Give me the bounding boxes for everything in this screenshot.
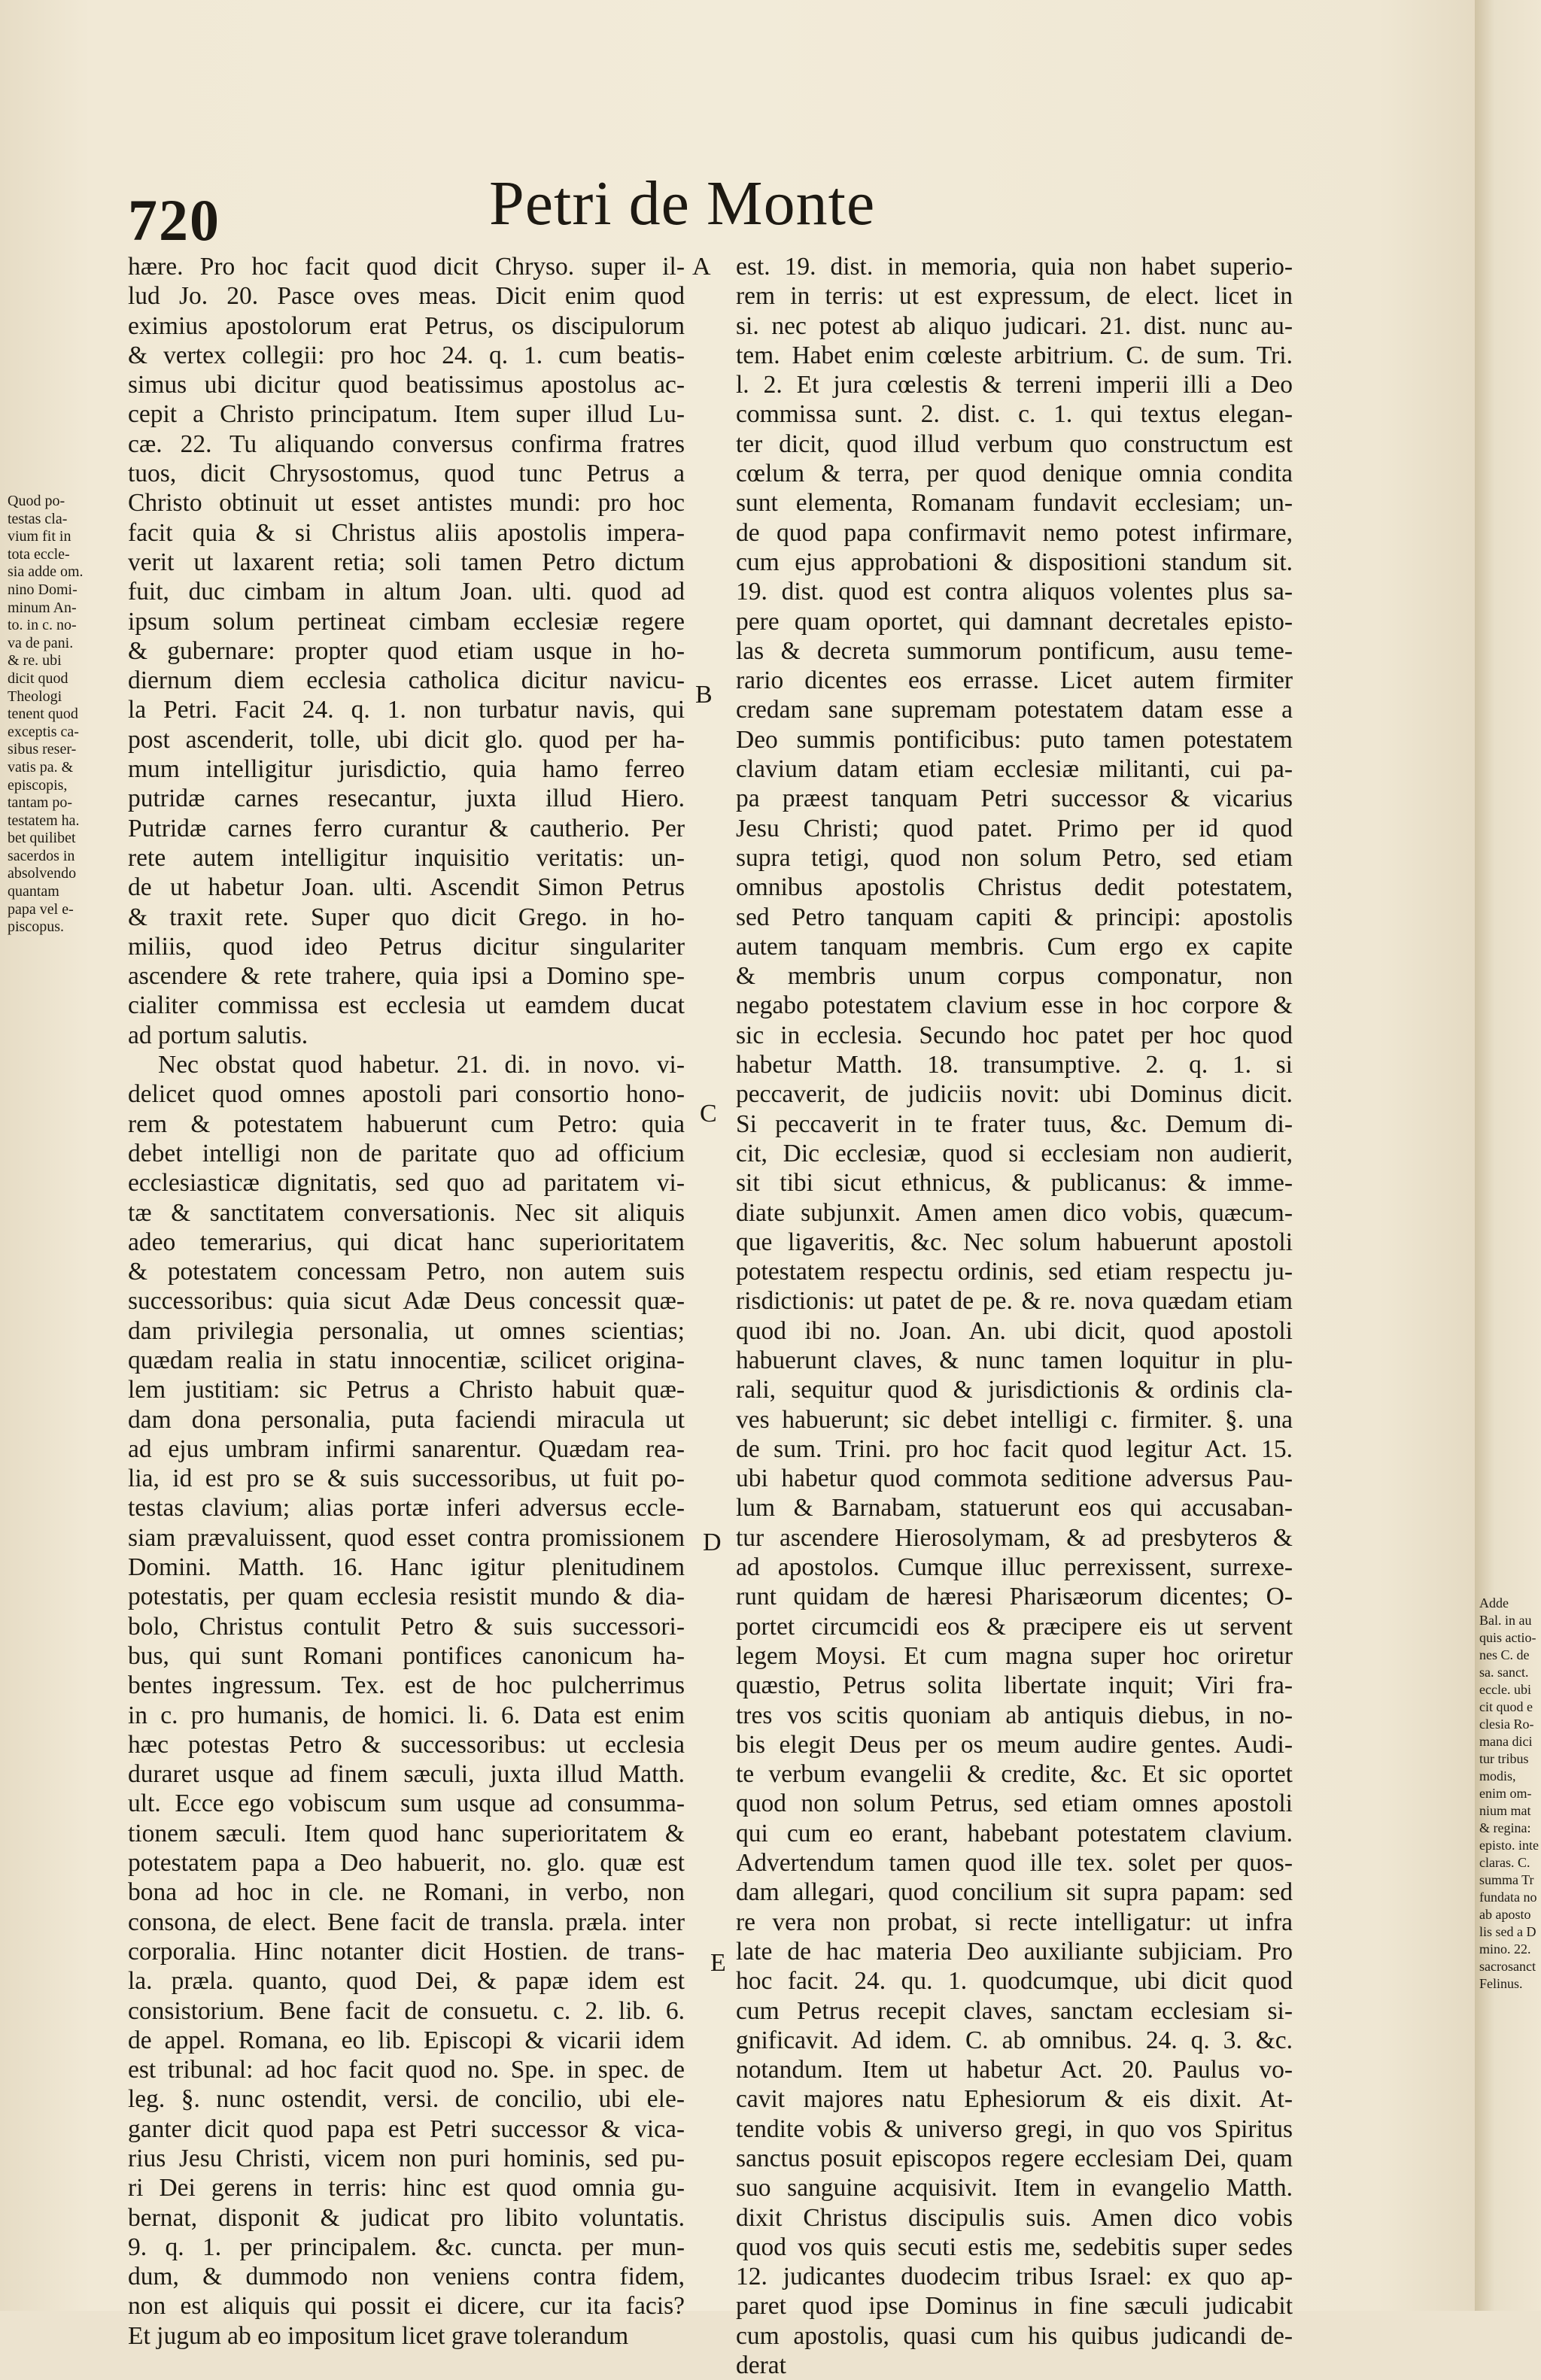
left-text-column [128, 252, 685, 2351]
margin-note-line: Theologi [8, 688, 62, 705]
text-line: rali, sequitur quod & jurisdictionis & ordinis cla- [736, 1376, 1293, 1404]
text-line: de appel. Romana, eo lib. Episcopi & vicarii idem [128, 2026, 685, 2054]
text-line: la Petri. Facit 24. q. 1. non turbatur navis, qui [128, 696, 685, 724]
margin-note-line: testatem ha. [8, 812, 80, 829]
text-line: l. 2. Et jura cœlestis & terreni imperii illi a Deo [736, 371, 1293, 399]
text-line: corporalia. Hinc notanter dicit Hostien. de trans- [128, 1937, 685, 1966]
text-line: rius Jesu Christi, vicem non puri hominis, sed pu- [128, 2145, 685, 2172]
text-line: quæstio, Petrus solita libertate inquit; Viri fra- [736, 1671, 1293, 1700]
text-line: leg. §. nunc ostendit, versi. de concilio, ubi ele- [128, 2085, 685, 2114]
running-head: Petri de Monte [489, 168, 876, 238]
text-line: si. nec potest ab aliquo judicari. 21. dist. nunc au- [736, 311, 1293, 340]
margin-note-line: to. in c. no- [8, 617, 77, 634]
margin-note-line: dicit quod [8, 669, 68, 687]
margin-note-line: enim om- [1479, 1786, 1532, 1801]
text-line: cum ejus approbationi & dispositioni standum sit. [736, 548, 1293, 576]
text-line: hæc potestas Petro & successoribus: ut ecclesia [128, 1730, 685, 1759]
margin-note-line: ab aposto [1479, 1907, 1531, 1922]
margin-note-line: nium mat [1479, 1803, 1531, 1818]
text-line: eximius apostolorum erat Petrus, os discipulorum [128, 311, 685, 340]
text-line: la. præla. quanto, quod Dei, & papæ idem est [128, 1967, 685, 1996]
margin-note-line: & regina: [1479, 1820, 1531, 1835]
text-line: non est aliquis qui possit ei dicere, cur ita facis? [128, 2292, 685, 2321]
text-line: tur ascendere Hierosolymam, & ad presbyteros & [736, 1523, 1293, 1552]
text-line: rem in terris: ut est expressum, de elect. licet in [736, 282, 1293, 311]
margin-note-line: vatis pa. & [8, 758, 74, 776]
margin-note-line: piscopus. [8, 918, 64, 936]
text-line: lud Jo. 20. Pasce oves meas. Dicit enim quod [128, 282, 685, 311]
margin-note-line: claras. C. [1479, 1855, 1530, 1870]
text-line: ascendere & rete trahere, quia ipsi a Domino spe- [128, 962, 685, 991]
margin-note-line: quantam [8, 883, 59, 900]
text-line: & gubernare: propter quod etiam usque in ho- [128, 636, 685, 665]
margin-note-line: quis actio- [1479, 1630, 1536, 1645]
text-line: rario dicentes eos errasse. Licet autem firmiter [736, 666, 1293, 695]
text-line: autem tanquam membris. Cum ergo ex capite [736, 932, 1293, 961]
margin-note-line: tantam po- [8, 794, 73, 812]
margin-note-line: Adde [1479, 1595, 1509, 1610]
text-line: derat [736, 2351, 786, 2380]
margin-note-line: minum An- [8, 599, 77, 616]
text-line: notandum. Item ut habetur Act. 20. Paulus vo- [736, 2056, 1293, 2084]
text-line: sic in ecclesia. Secundo hoc patet per hoc quod [736, 1021, 1293, 1049]
text-line: credam sane supremam potestatem datam esse a [736, 696, 1293, 724]
text-line: bis elegit Deus per os meum audire gentes. Audi- [736, 1730, 1293, 1759]
text-line: re vera non probat, si recte intelligatur: ut infra [736, 1908, 1293, 1936]
text-line: cavit majores natu Ephesiorum & eis dixit. At- [736, 2085, 1293, 2114]
text-line: Domini. Matth. 16. Hanc igitur plenitudinem [128, 1553, 685, 1582]
margin-note-line: tota eccle- [8, 545, 70, 563]
text-line: Putridæ carnes ferro curantur & cautherio. Per [128, 814, 685, 842]
margin-note-line: eccle. ubi [1479, 1682, 1531, 1697]
text-line: paret quod ipse Dominus in fine sæculi judicabit [736, 2292, 1293, 2321]
margin-note-line: bet quilibet [8, 830, 76, 847]
margin-note-line: sibus reser- [8, 741, 77, 758]
text-line: lem justitiam: sic Petrus a Christo habuit quæ- [128, 1376, 685, 1404]
text-line: debet intelligi non de paritate quo ad officium [128, 1139, 685, 1167]
margin-note-line: sa. sanct. [1479, 1665, 1529, 1680]
text-line: de quod papa confirmavit nemo potest infirmare, [736, 518, 1293, 547]
text-line: cœlum & terra, per quod denique omnia condita [736, 460, 1293, 488]
right-margin-note [1479, 1595, 1541, 1993]
text-line: Et jugum ab eo impositum licet grave tolerandum [128, 2321, 629, 2350]
text-line: 19. dist. quod est contra aliquos volentes plus sa- [736, 578, 1293, 606]
text-line: successoribus: quia sicut Adæ Deus concessit quæ- [128, 1287, 685, 1316]
text-line: ad apostolos. Cumque illuc perrexissent, surrexe- [736, 1553, 1293, 1582]
text-line: consistorium. Bene facit de consuetu. c. 2. lib. 6. [128, 1996, 685, 2025]
text-line: Jesu Christi; quod patet. Primo per id quod [736, 814, 1293, 842]
margin-note-line: Quod po- [8, 493, 65, 509]
text-line: cum apostolis, quasi cum his quibus judicandi de- [736, 2321, 1293, 2350]
text-line: las & decreta summorum pontificum, ausu teme- [736, 636, 1293, 665]
text-line: sanctus posuit episcopos regere ecclesiam Dei, quam [736, 2145, 1293, 2172]
text-line: portet circumcidi eos & præcipere eis ut servent [736, 1612, 1293, 1641]
text-line: adeo temerarius, qui dicat hanc superioritatem [128, 1228, 685, 1256]
margin-note-line: episcopis, [8, 776, 68, 794]
text-line: pa præest tanquam Petri successor & vicarius [736, 785, 1293, 813]
section-letter-b: B [695, 681, 713, 709]
text-line: siam prævaluissent, quod esset contra promissionem [128, 1523, 685, 1552]
margin-note-line: absolvendo [8, 865, 77, 882]
text-line: legem Moysi. Et cum magna super hoc oriretur [736, 1641, 1293, 1670]
text-line: tendite vobis & universo gregi, in quo vos Spiritus [736, 2114, 1293, 2143]
text-line: ult. Ecce ego vobiscum sum usque ad consumma- [128, 1790, 685, 1818]
margin-note-line: fundata no [1479, 1890, 1537, 1905]
text-line: sunt elementa, Romanam fundavit ecclesiam; un- [736, 489, 1293, 518]
margin-note-line: mino. 22. [1479, 1941, 1531, 1957]
margin-note-line: exceptis ca- [8, 723, 79, 740]
text-line: dam allegari, quod concilium sit supra papam: sed [736, 1878, 1293, 1907]
page-number: 720 [128, 187, 220, 253]
text-line: & traxit rete. Super quo dicit Grego. in ho- [128, 903, 685, 931]
text-line: habuerunt claves, & nunc tamen loquitur in plu- [736, 1346, 1293, 1374]
right-text-column [736, 252, 1293, 2380]
text-line: dum, & dummodo non veniens contra fidem, [128, 2263, 685, 2291]
text-line: cit, Dic ecclesiæ, quod si ecclesiam non audierit, [736, 1139, 1293, 1167]
text-line: ad portum salutis. [128, 1021, 309, 1049]
margin-note-line: sacrosanct [1479, 1959, 1536, 1974]
text-line: tæ & sanctitatem conversationis. Nec sit aliquis [128, 1198, 685, 1227]
text-line: late de hac materia Deo auxiliante subjiciam. Pro [736, 1937, 1293, 1966]
margin-note-line: Bal. in au [1479, 1613, 1532, 1628]
margin-note-line: sia adde om. [8, 563, 84, 581]
text-line: que ligaveritis, &c. Nec solum habuerunt apostoli [736, 1228, 1293, 1256]
text-line: omnibus apostolis Christus dedit potestatem, [736, 873, 1293, 902]
text-line: lia, id est pro se & suis successoribus, ut fuit po- [128, 1465, 685, 1493]
text-line: & vertex collegii: pro hoc 24. q. 1. cum beatis- [128, 341, 685, 369]
text-line: hære. Pro hoc facit quod dicit Chryso. super il- [128, 253, 685, 281]
left-margin-note [8, 493, 102, 937]
section-letter-a: A [692, 253, 711, 281]
text-line: lum & Barnabam, statuerunt eos qui accusaban- [736, 1494, 1293, 1522]
text-line: quædam realia in statu innocentiæ, scilicet origina- [128, 1346, 685, 1374]
text-line: putridæ carnes resecantur, juxta illud Hiero. [128, 785, 685, 813]
text-line: de sum. Trini. pro hoc facit quod legitur Act. 15. [736, 1434, 1293, 1463]
margin-note-line: clesia Ro- [1479, 1717, 1534, 1732]
text-line: delicet quod omnes apostoli pari consortio hono- [128, 1080, 685, 1109]
text-line: ecclesiasticæ dignitatis, sed quo ad paritatem vi- [128, 1169, 685, 1198]
text-line: diernum diem ecclesia catholica dicitur navicu- [128, 666, 685, 695]
text-line: negabo potestatem clavium esse in hoc corpore & [736, 991, 1293, 1020]
margin-note-line: Felinus. [1479, 1976, 1523, 1991]
text-line: quod vos quis secuti estis me, sedebitis super sedes [736, 2233, 1293, 2261]
text-line: ri Dei gerens in terris: hinc est quod omnia gu- [128, 2174, 685, 2202]
margin-note-line: testas cla- [8, 510, 68, 527]
text-line: bus, qui sunt Romani pontifices canonicum ha- [128, 1641, 685, 1670]
text-line: miliis, quod ideo Petrus dicitur singulariter [128, 932, 685, 961]
text-line: ves habuerunt; sic debet intelligi c. firmiter. §. una [736, 1405, 1293, 1434]
text-line: dam dona personalia, puta faciendi miracula ut [128, 1405, 685, 1434]
text-line: ipsum solum pertineat cimbam ecclesiæ regere [128, 607, 685, 636]
text-line: dam privilegia personalia, ut omnes scientias; [128, 1316, 685, 1345]
margin-note-line: episto. inte [1479, 1838, 1539, 1853]
margin-note-line: tenent quod [8, 706, 78, 723]
text-line: Advertendum tamen quod ille tex. solet per quos- [736, 1849, 1293, 1878]
margin-note-line: papa vel e- [8, 900, 74, 918]
text-line: te verbum evangelii & credite, &c. Et sic oportet [736, 1760, 1293, 1789]
text-line: tuos, dicit Chrysostomus, quod tunc Petrus a [128, 460, 685, 488]
text-line: rete autem intelligitur inquisitio veritatis: un- [128, 843, 685, 872]
text-line: tres vos scitis quoniam ab antiquis diebus, in no- [736, 1701, 1293, 1729]
margin-note-line: tur tribus [1479, 1751, 1529, 1766]
text-line: Nec obstat quod habetur. 21. di. in novo. vi- [158, 1051, 685, 1079]
text-line: sit tibi sicut ethnicus, & publicanus: & imme- [736, 1169, 1293, 1198]
text-line: hoc facit. 24. qu. 1. quodcumque, ubi dicit quod [736, 1967, 1293, 1996]
margin-note-line: summa Tr [1479, 1872, 1534, 1887]
text-line: potestatem respectu ordinis, sed etiam respectu ju- [736, 1258, 1293, 1286]
margin-note-line: vium fit in [8, 528, 71, 545]
text-line: ad ejus umbram infirmi sanarentur. Quædam rea- [128, 1434, 685, 1463]
text-line: commissa sunt. 2. dist. c. 1. qui textus elegan- [736, 400, 1293, 429]
text-line: quod non solum Petrus, sed etiam omnes apostoli [736, 1790, 1293, 1818]
text-line: est tribunal: ad hoc facit quod no. Spe. in spec. de [128, 2056, 685, 2084]
margin-note-line: nino Domi- [8, 581, 78, 598]
text-line: clavium datam etiam ecclesiæ militanti, cui pa- [736, 755, 1293, 784]
text-line: habetur Matth. 18. transumptive. 2. q. 1. si [736, 1051, 1293, 1079]
text-line: simus ubi dicitur quod beatissimus apostolus ac- [128, 371, 685, 399]
text-line: risdictionis: ut patet de pe. & re. nova quædam etiam [736, 1287, 1293, 1316]
margin-note-line: & re. ubi [8, 652, 62, 669]
text-line: Si peccaverit in te frater tuus, &c. Demum di- [736, 1110, 1293, 1138]
margin-note-line: sacerdos in [8, 847, 75, 864]
text-line: peccaverit, de judiciis novit: ubi Dominus dicit. [736, 1080, 1293, 1109]
text-line: 9. q. 1. per principalem. &c. cuncta. per mun- [128, 2233, 685, 2261]
text-line: fuit, duc cimbam in altum Joan. ulti. quod ad [128, 578, 685, 606]
text-line: dixit Christus discipulis suis. Amen dico vobis [736, 2203, 1293, 2232]
text-line: supra tetigi, quod non solum Petro, sed etiam [736, 843, 1293, 872]
text-line: tem. Habet enim cœleste arbitrium. C. de sum. Tri. [736, 341, 1293, 369]
text-line: consona, de elect. Bene facit de transla. præla. inter [128, 1908, 685, 1936]
text-line: rem & potestatem habuerunt cum Petro: quia [128, 1110, 685, 1138]
text-line: facit quia & si Christus aliis apostolis impera- [128, 518, 685, 547]
text-line: ubi habetur quod commota seditione adversus Pau- [736, 1465, 1293, 1493]
text-line: Deo summis pontificibus: puto tamen potestatem [736, 725, 1293, 754]
text-line: cepit a Christo principatum. Item super illud Lu- [128, 400, 685, 429]
margin-note-line: nes C. de [1479, 1647, 1530, 1662]
text-line: suo sanguine acquisivit. Item in evangelio Matth. [736, 2174, 1293, 2202]
text-line: potestatem papa a Deo habuerit, no. glo. quæ est [128, 1849, 685, 1878]
text-line: qui cum eo erant, habebant potestatem clavium. [736, 1819, 1293, 1847]
section-letter-e: E [710, 1949, 726, 1977]
text-line: mum intelligitur jurisdictio, quia hamo ferreo [128, 755, 685, 784]
text-line: 12. judicantes duodecim tribus Israel: ex quo ap- [736, 2263, 1293, 2291]
text-line: testas clavium; alias portæ inferi adversus eccle- [128, 1494, 685, 1522]
text-line: Christo obtinuit ut esset antistes mundi: pro hoc [128, 489, 685, 518]
margin-note-line: cit quod e [1479, 1699, 1533, 1714]
text-line: est. 19. dist. in memoria, quia non habet superio- [736, 253, 1293, 281]
section-letter-d: D [703, 1528, 722, 1556]
text-line: de ut habetur Joan. ulti. Ascendit Simon Petrus [128, 873, 685, 902]
text-line: bentes ingressum. Tex. est de hoc pulcherrimus [128, 1671, 685, 1700]
text-line: bolo, Christus contulit Petro & suis successori- [128, 1612, 685, 1641]
text-line: bona ad hoc in cle. ne Romani, in verbo, non [128, 1878, 685, 1907]
margin-note-line: mana dici [1479, 1734, 1533, 1749]
text-line: & potestatem concessam Petro, non autem suis [128, 1258, 685, 1286]
text-line: duraret usque ad finem sæculi, juxta illud Matth. [128, 1760, 685, 1789]
text-line: pere quam oportet, qui damnant decretales episto- [736, 607, 1293, 636]
text-line: ter dicit, quod illud verbum quo constructum est [736, 430, 1293, 458]
text-line: ganter dicit quod papa est Petri successor & vica- [128, 2114, 685, 2143]
text-line: verit ut laxarent retia; soli tamen Petro dictum [128, 548, 685, 576]
text-line: runt quidam de hæresi Pharisæorum dicentes; O- [736, 1583, 1293, 1611]
text-line: cum Petrus recepit claves, sanctam ecclesiam si- [736, 1996, 1293, 2025]
text-line: quod ibi no. Joan. An. ubi dicit, quod apostoli [736, 1316, 1293, 1345]
text-line: cæ. 22. Tu aliquando conversus confirma fratres [128, 430, 685, 458]
margin-note-line: modis, [1479, 1768, 1516, 1783]
text-line: & membris unum corpus componatur, non [736, 962, 1293, 991]
text-line: gnificavit. Ad idem. C. ab omnibus. 24. q. 3. &c. [736, 2026, 1293, 2054]
text-line: in c. pro humanis, de homici. li. 6. Data est enim [128, 1701, 685, 1729]
text-line: potestatis, per quam ecclesia resistit mundo & dia- [128, 1583, 685, 1611]
text-line: post ascenderit, tolle, ubi dicit glo. quod per ha- [128, 725, 685, 754]
text-line: diate subjunxit. Amen amen dico vobis, quæcum- [736, 1198, 1293, 1227]
text-line: tionem sæculi. Item quod hanc superioritatem & [128, 1819, 685, 1847]
margin-note-line: lis sed a D [1479, 1924, 1536, 1939]
margin-note-line: va de pani. [8, 634, 74, 651]
text-line: bernat, disponit & judicat pro libito voluntatis. [128, 2203, 685, 2232]
text-line: cialiter commissa est ecclesia ut eamdem ducat [128, 991, 685, 1020]
text-line: sed Petro tanquam capiti & principi: apostolis [736, 903, 1293, 931]
section-letter-c: C [700, 1100, 717, 1128]
